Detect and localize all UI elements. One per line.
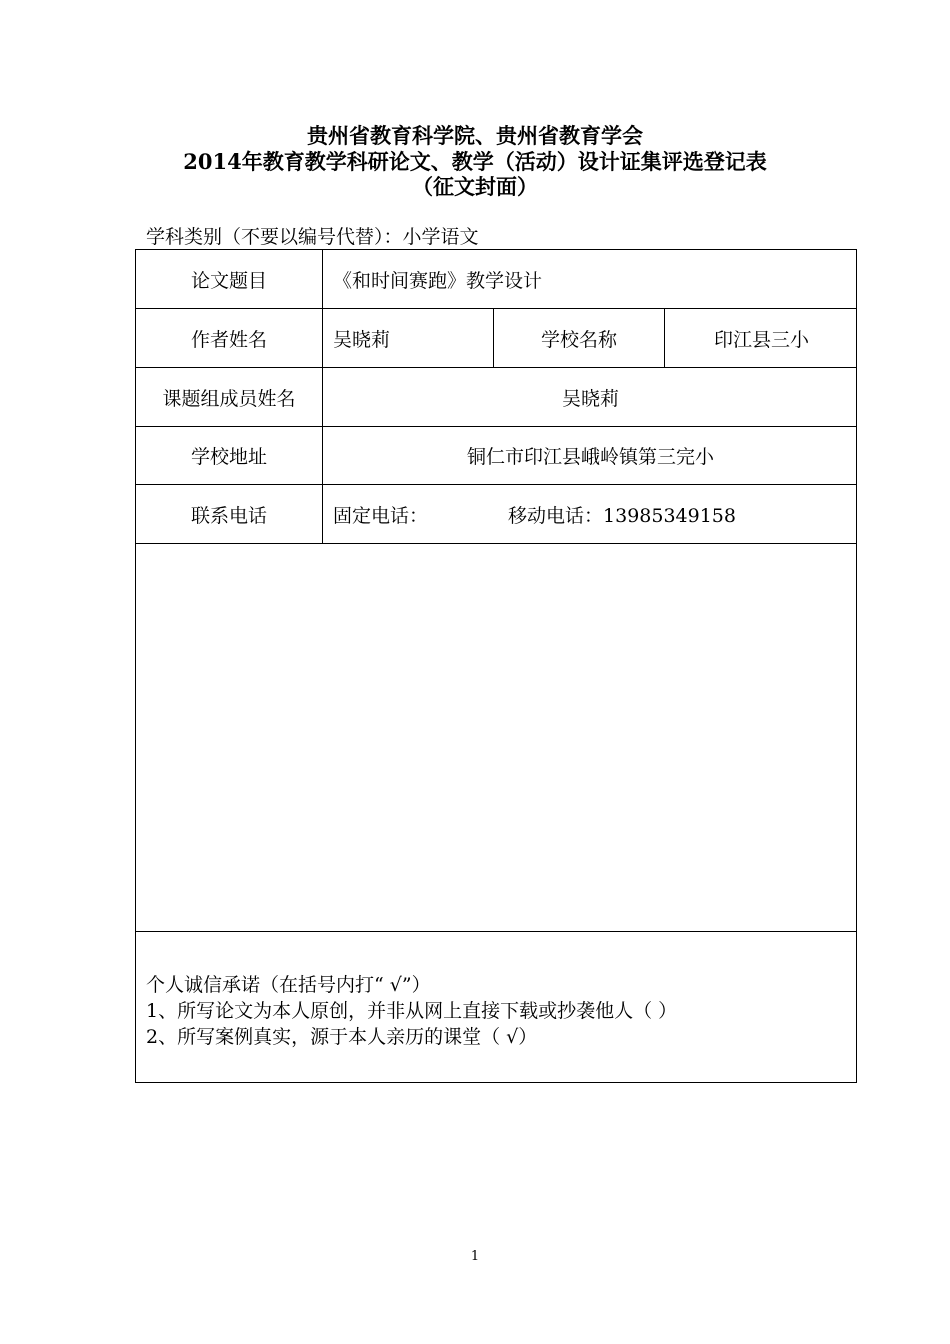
- registration-form-table: [135, 249, 857, 1083]
- row-group-members: [136, 368, 856, 427]
- form-title-line-1: 贵州省教育科学院、贵州省教育学会: [307, 123, 643, 148]
- pledge-item-2: 2、所写案例真实，源于本人亲历的课堂（ √）: [146, 1026, 538, 1048]
- row-author-school: [136, 309, 856, 368]
- page-number: 1: [470, 1249, 480, 1264]
- author-name-label: 作者姓名: [136, 309, 323, 367]
- thesis-title-label: 论文题目: [136, 250, 323, 308]
- contact-phone-value: [323, 485, 858, 543]
- subject-category: 学科类别（不要以编号代替）：小学语文: [146, 226, 479, 248]
- form-title-line-2: 2014年教育教学科研论文、教学（活动）设计证集评选登记表: [183, 149, 767, 174]
- group-members-label: 课题组成员姓名: [136, 368, 323, 426]
- school-address-label: 学校地址: [136, 427, 323, 484]
- pledge-heading: 个人诚信承诺（在括号内打“ √”）: [146, 974, 431, 996]
- mobile-phone: 移动电话：13985349158: [508, 504, 736, 527]
- thesis-title-value: 《和时间赛跑》教学设计: [333, 269, 543, 292]
- group-members-value: 吴晓莉: [561, 387, 619, 410]
- row-contact-phone: [136, 485, 856, 544]
- form-title-line-3: （征文封面）: [412, 174, 538, 199]
- contact-phone-label: 联系电话: [136, 485, 323, 543]
- blank-content-area: [136, 544, 856, 932]
- integrity-pledge: [146, 972, 677, 1050]
- row-thesis-title: [136, 250, 856, 309]
- school-name-label: 学校名称: [494, 309, 665, 367]
- author-name-value: 吴晓莉: [323, 309, 494, 367]
- school-name-value: 印江县三小: [713, 328, 809, 351]
- landline-label: 固定电话：: [333, 504, 429, 527]
- integrity-pledge-section: [136, 932, 856, 1082]
- school-address-value: 铜仁市印江县峨岭镇第三完小: [466, 446, 714, 468]
- row-school-address: [136, 427, 856, 485]
- pledge-item-1: 1、所写论文为本人原创，并非从网上直接下载或抄袭他人（ ）: [146, 1000, 678, 1022]
